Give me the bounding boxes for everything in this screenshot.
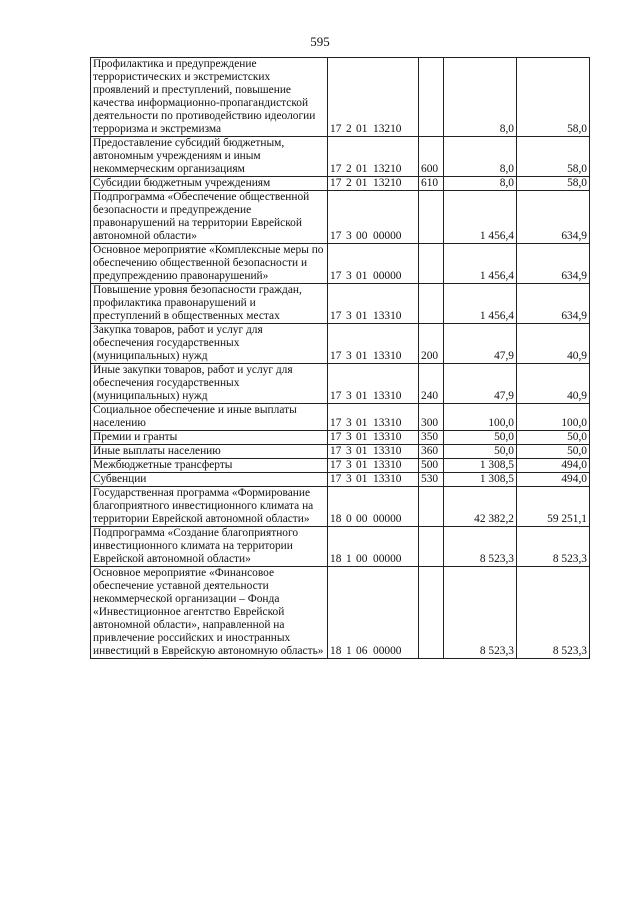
code-direction: 13210: [373, 123, 402, 135]
code-direction: 13310: [373, 431, 402, 443]
code-event: 01: [356, 417, 368, 429]
row-expense-type-cell: [419, 58, 444, 137]
row-value-2-cell: 50,0: [517, 431, 590, 445]
code-program: 18: [330, 513, 342, 525]
code-subprogram: 3: [346, 473, 352, 485]
code-event: 01: [356, 310, 368, 322]
table-row: [91, 364, 590, 404]
row-value-1-cell: 1 456,4: [444, 191, 517, 244]
row-name-cell: Профилактика и предупреждение террористических и экстремистских проявлений и преступлений, повышение качества информационно-пропагандистской деятельности по противодействию идеологии терроризма и экстремизма: [91, 58, 328, 137]
row-code-cell: [328, 404, 419, 431]
row-value-2-cell: 58,0: [517, 58, 590, 137]
row-value-1-cell: 8 523,3: [444, 527, 517, 567]
row-value-2-cell: 58,0: [517, 137, 590, 177]
code-direction: 00000: [373, 270, 402, 282]
row-value-1-cell: 8 523,3: [444, 567, 517, 659]
row-expense-type-cell: [419, 244, 444, 284]
code-direction: 00000: [373, 645, 402, 657]
table-row: [91, 445, 590, 459]
code-event: 00: [356, 553, 368, 565]
table-row: [91, 473, 590, 487]
row-value-1-cell: 50,0: [444, 431, 517, 445]
row-value-2-cell: 8 523,3: [517, 567, 590, 659]
code-direction: 13310: [373, 350, 402, 362]
row-value-2-cell: 494,0: [517, 459, 590, 473]
row-expense-type-cell: [419, 567, 444, 659]
row-expense-type-cell: 610: [419, 177, 444, 191]
code-subprogram: 3: [346, 350, 352, 362]
code-event: 01: [356, 163, 368, 175]
row-value-2-cell: 634,9: [517, 244, 590, 284]
row-code-cell: [328, 58, 419, 137]
row-expense-type-cell: 200: [419, 324, 444, 364]
code-event: 01: [356, 177, 368, 189]
code-direction: 00000: [373, 553, 402, 565]
row-value-2-cell: 59 251,1: [517, 487, 590, 527]
code-event: 01: [356, 473, 368, 485]
row-code-cell: [328, 459, 419, 473]
row-name-cell: Закупка товаров, работ и услуг для обеспечения государственных (муниципальных) нужд: [91, 324, 328, 364]
code-direction: 13310: [373, 310, 402, 322]
code-direction: 13310: [373, 459, 402, 471]
row-value-1-cell: 50,0: [444, 445, 517, 459]
code-program: 17: [330, 163, 342, 175]
code-event: 01: [356, 431, 368, 443]
code-direction: 13310: [373, 445, 402, 457]
row-expense-type-cell: [419, 191, 444, 244]
code-program: 17: [330, 431, 342, 443]
row-code-cell: [328, 567, 419, 659]
row-value-1-cell: 1 308,5: [444, 473, 517, 487]
table-row: [91, 431, 590, 445]
row-code-cell: [328, 284, 419, 324]
row-code-cell: [328, 177, 419, 191]
budget-table: [90, 57, 590, 659]
row-value-2-cell: 494,0: [517, 473, 590, 487]
code-subprogram: 2: [346, 163, 352, 175]
row-value-2-cell: 40,9: [517, 324, 590, 364]
row-name-cell: Подпрограмма «Обеспечение общественной безопасности и предупреждение правонарушений на территории Еврейской автономной области»: [91, 191, 328, 244]
row-value-2-cell: 634,9: [517, 284, 590, 324]
code-event: 01: [356, 350, 368, 362]
row-name-cell: Государственная программа «Формирование благоприятного инвестиционного климата на территории Еврейской автономной области»: [91, 487, 328, 527]
row-name-cell: Повышение уровня безопасности граждан, профилактика правонарушений и преступлений в общественных местах: [91, 284, 328, 324]
row-name-cell: Субсидии бюджетным учреждениям: [91, 177, 328, 191]
row-value-2-cell: 100,0: [517, 404, 590, 431]
code-program: 17: [330, 270, 342, 282]
code-program: 17: [330, 350, 342, 362]
row-value-2-cell: 58,0: [517, 177, 590, 191]
code-subprogram: 3: [346, 459, 352, 471]
code-direction: 13310: [373, 473, 402, 485]
code-event: 01: [356, 270, 368, 282]
table-row: [91, 244, 590, 284]
table-row: [91, 324, 590, 364]
code-event: 01: [356, 459, 368, 471]
row-name-cell: Основное мероприятие «Комплексные меры по обеспечению общественной безопасности и предупреждению правонарушений»: [91, 244, 328, 284]
row-expense-type-cell: 530: [419, 473, 444, 487]
row-code-cell: [328, 324, 419, 364]
row-value-1-cell: 42 382,2: [444, 487, 517, 527]
row-value-2-cell: 40,9: [517, 364, 590, 404]
code-program: 17: [330, 459, 342, 471]
code-program: 17: [330, 177, 342, 189]
row-name-cell: Подпрограмма «Создание благоприятного инвестиционного климата на территории Еврейской автономной области»: [91, 527, 328, 567]
table-row: [91, 527, 590, 567]
code-program: 17: [330, 473, 342, 485]
table-row: [91, 284, 590, 324]
code-subprogram: 3: [346, 310, 352, 322]
row-code-cell: [328, 137, 419, 177]
row-value-1-cell: 8,0: [444, 137, 517, 177]
row-expense-type-cell: [419, 487, 444, 527]
row-name-cell: Иные выплаты населению: [91, 445, 328, 459]
code-subprogram: 2: [346, 123, 352, 135]
table-row: [91, 404, 590, 431]
code-direction: 13210: [373, 177, 402, 189]
code-event: 01: [356, 445, 368, 457]
code-subprogram: 3: [346, 270, 352, 282]
row-name-cell: Социальное обеспечение и иные выплаты населению: [91, 404, 328, 431]
table-row: [91, 177, 590, 191]
code-subprogram: 3: [346, 445, 352, 457]
page-number: 595: [310, 34, 330, 49]
code-subprogram: 0: [346, 513, 352, 525]
code-subprogram: 3: [346, 390, 352, 402]
row-value-2-cell: 8 523,3: [517, 527, 590, 567]
code-event: 00: [356, 513, 368, 525]
code-direction: 13310: [373, 417, 402, 429]
row-name-cell: Межбюджетные трансферты: [91, 459, 328, 473]
row-code-cell: [328, 431, 419, 445]
code-subprogram: 2: [346, 177, 352, 189]
row-code-cell: [328, 487, 419, 527]
code-program: 17: [330, 123, 342, 135]
row-name-cell: Премии и гранты: [91, 431, 328, 445]
table-row: [91, 137, 590, 177]
code-direction: 00000: [373, 230, 402, 242]
row-expense-type-cell: 360: [419, 445, 444, 459]
code-direction: 13210: [373, 163, 402, 175]
row-value-1-cell: 1 456,4: [444, 244, 517, 284]
table-row: [91, 487, 590, 527]
row-code-cell: [328, 527, 419, 567]
table-row: [91, 459, 590, 473]
row-value-1-cell: 47,9: [444, 364, 517, 404]
code-direction: 13310: [373, 390, 402, 402]
code-event: 01: [356, 390, 368, 402]
row-expense-type-cell: 240: [419, 364, 444, 404]
code-subprogram: 3: [346, 417, 352, 429]
code-direction: 00000: [373, 513, 402, 525]
code-subprogram: 1: [346, 553, 352, 565]
row-value-2-cell: 634,9: [517, 191, 590, 244]
row-name-cell: Субвенции: [91, 473, 328, 487]
row-value-1-cell: 8,0: [444, 177, 517, 191]
code-program: 18: [330, 553, 342, 565]
row-code-cell: [328, 191, 419, 244]
code-event: 01: [356, 123, 368, 135]
row-value-1-cell: 100,0: [444, 404, 517, 431]
code-program: 17: [330, 310, 342, 322]
code-program: 18: [330, 645, 342, 657]
row-expense-type-cell: 350: [419, 431, 444, 445]
row-value-1-cell: 1 308,5: [444, 459, 517, 473]
row-expense-type-cell: [419, 527, 444, 567]
row-code-cell: [328, 445, 419, 459]
row-value-1-cell: 8,0: [444, 58, 517, 137]
row-code-cell: [328, 244, 419, 284]
code-subprogram: 1: [346, 645, 352, 657]
row-expense-type-cell: [419, 284, 444, 324]
code-event: 06: [356, 645, 368, 657]
code-program: 17: [330, 390, 342, 402]
row-name-cell: Основное мероприятие «Финансовое обеспечение уставной деятельности некоммерческой организации – Фонда «Инвестиционное агентство Еврейской автономной области», направленной на привлечение российских и иностранных инвестиций в Еврейскую автономную область»: [91, 567, 328, 659]
code-subprogram: 3: [346, 431, 352, 443]
row-value-1-cell: 1 456,4: [444, 284, 517, 324]
code-subprogram: 3: [346, 230, 352, 242]
row-code-cell: [328, 473, 419, 487]
row-code-cell: [328, 364, 419, 404]
table-row: [91, 567, 590, 659]
row-name-cell: Предоставление субсидий бюджетным, автономным учреждениям и иным некоммерческим организациям: [91, 137, 328, 177]
code-event: 00: [356, 230, 368, 242]
code-program: 17: [330, 445, 342, 457]
row-expense-type-cell: 300: [419, 404, 444, 431]
row-value-2-cell: 50,0: [517, 445, 590, 459]
table-row: [91, 58, 590, 137]
code-program: 17: [330, 230, 342, 242]
row-expense-type-cell: 600: [419, 137, 444, 177]
row-expense-type-cell: 500: [419, 459, 444, 473]
budget-table-body: [91, 58, 590, 659]
row-name-cell: Иные закупки товаров, работ и услуг для обеспечения государственных (муниципальных) нужд: [91, 364, 328, 404]
table-row: [91, 191, 590, 244]
code-program: 17: [330, 417, 342, 429]
row-value-1-cell: 47,9: [444, 324, 517, 364]
